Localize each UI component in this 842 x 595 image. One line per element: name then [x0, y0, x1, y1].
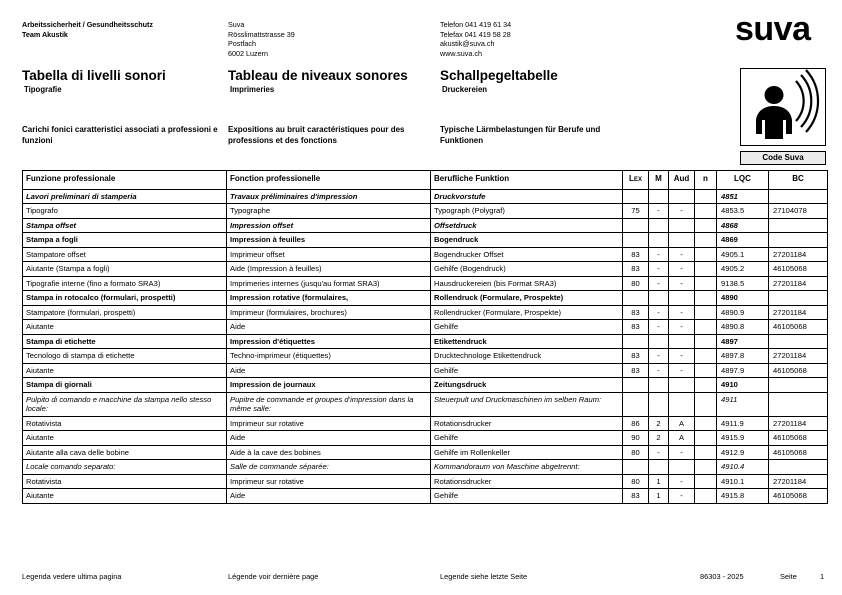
table-row	[23, 218, 828, 233]
cell-fr: Aide	[227, 489, 431, 504]
table-row	[23, 363, 828, 378]
title-block-german	[440, 68, 558, 95]
cell-lex	[623, 233, 649, 248]
cell-it: Lavori preliminari di stamperia	[23, 189, 227, 204]
cell-lqc: 4853.5	[717, 204, 769, 219]
cell-fr: Aide	[227, 363, 431, 378]
cell-aud	[669, 392, 695, 416]
cell-n	[695, 445, 717, 460]
cell-lex	[623, 334, 649, 349]
cell-aud	[669, 334, 695, 349]
cell-it: Tipografie interne (fino a formato SRA3)	[23, 276, 227, 291]
cell-lqc: 4897	[717, 334, 769, 349]
page-label: Seite	[780, 572, 797, 581]
cell-m: 2	[649, 431, 669, 446]
cell-fr: Impression à feuilles	[227, 233, 431, 248]
cell-it: Aiutante	[23, 489, 227, 504]
cell-m: 2	[649, 416, 669, 431]
cell-de: Rotationsdrucker	[431, 474, 623, 489]
cell-lqc: 4890	[717, 291, 769, 306]
sound-level-table	[22, 170, 828, 504]
col-header-lex	[623, 171, 649, 190]
cell-m	[649, 392, 669, 416]
department-line-1: Arbeitssicherheit / Gesundheitsschutz	[22, 20, 154, 29]
cell-fr: Imprimeur sur rotative	[227, 474, 431, 489]
col-header-bc: BC	[769, 171, 828, 190]
cell-m	[649, 233, 669, 248]
page-subtitle-fr: Imprimeries	[230, 85, 275, 94]
cell-bc: 46105068	[769, 431, 828, 446]
cell-de: Gehilfe	[431, 489, 623, 504]
cell-lqc: 4897.8	[717, 349, 769, 364]
table-row	[23, 305, 828, 320]
cell-lqc: 4910.1	[717, 474, 769, 489]
cell-lex	[623, 392, 649, 416]
cell-lqc: 4905.2	[717, 262, 769, 277]
telefax-line: Telefax 041 419 58 28	[440, 29, 511, 39]
cell-bc	[769, 233, 828, 248]
cell-it: Stampa in rotocalco (formulari, prospetti)	[23, 291, 227, 306]
cell-bc	[769, 291, 828, 306]
lex-subscript: EX	[633, 177, 642, 183]
cell-it: Aiutante (Stampa a fogli)	[23, 262, 227, 277]
table-row	[23, 189, 828, 204]
cell-it: Aiutante alla cava delle bobine	[23, 445, 227, 460]
table-row	[23, 204, 828, 219]
cell-n	[695, 416, 717, 431]
cell-fr: Impression d'étiquettes	[227, 334, 431, 349]
address-line-4: 6002 Luzern	[228, 48, 268, 58]
cell-aud: -	[669, 262, 695, 277]
cell-n	[695, 247, 717, 262]
code-suva-label: Code Suva	[740, 151, 826, 165]
cell-it: Stampatore offset	[23, 247, 227, 262]
title-block-italian	[22, 68, 166, 95]
cell-lqc: 4890.8	[717, 320, 769, 335]
cell-de: Zeitungsdruck	[431, 378, 623, 393]
cell-lex: 80	[623, 445, 649, 460]
page-header	[0, 0, 842, 60]
cell-n	[695, 334, 717, 349]
cell-aud: -	[669, 363, 695, 378]
cell-it: Tipografo	[23, 204, 227, 219]
address-block	[228, 20, 408, 58]
cell-lqc: 4897.9	[717, 363, 769, 378]
cell-aud: -	[669, 349, 695, 364]
legend-note-de: Legende siehe letzte Seite	[440, 572, 528, 581]
cell-aud: -	[669, 489, 695, 504]
table-row	[23, 291, 828, 306]
cell-aud: -	[669, 445, 695, 460]
cell-m: -	[649, 363, 669, 378]
col-header-lqc: LQC	[717, 171, 769, 190]
col-header-aud: Aud	[669, 171, 695, 190]
cell-m: -	[649, 276, 669, 291]
cell-aud: A	[669, 416, 695, 431]
cell-m	[649, 378, 669, 393]
cell-fr: Impression rotative (formulaires,	[227, 291, 431, 306]
cell-m	[649, 189, 669, 204]
cell-m: 1	[649, 489, 669, 504]
cell-fr: Pupitre de commande et groupes d'impression dans la même salle:	[227, 392, 431, 416]
table-row	[23, 392, 828, 416]
cell-lqc: 4911.9	[717, 416, 769, 431]
table-header-row	[23, 171, 828, 190]
cell-lqc: 4910	[717, 378, 769, 393]
table-row	[23, 320, 828, 335]
legend-note-it: Legenda vedere ultima pagina	[22, 572, 122, 581]
address-line-2: Rösslimattstrasse 39	[228, 29, 295, 39]
cell-aud	[669, 233, 695, 248]
table-row	[23, 474, 828, 489]
cell-de: Bogendrucker Offset	[431, 247, 623, 262]
suva-logo: suva	[735, 10, 811, 48]
cell-fr: Impression de journaux	[227, 378, 431, 393]
department-line-2: Team Akustik	[22, 29, 68, 39]
cell-it: Stampa a fogli	[23, 233, 227, 248]
cell-fr: Aide	[227, 431, 431, 446]
cell-lex: 83	[623, 349, 649, 364]
cell-lex: 83	[623, 320, 649, 335]
table-body	[23, 189, 828, 503]
telephone-line: Telefon 041 419 61 34	[440, 20, 512, 29]
cell-de: Bogendruck	[431, 233, 623, 248]
table-row	[23, 416, 828, 431]
cell-de: Gehilfe (Bogendruck)	[431, 262, 623, 277]
page-title-it: Tabella di livelli sonori	[22, 68, 166, 83]
cell-de: Rotationsdrucker	[431, 416, 623, 431]
cell-n	[695, 431, 717, 446]
cell-aud: -	[669, 320, 695, 335]
cell-fr: Aide	[227, 320, 431, 335]
cell-m	[649, 460, 669, 475]
cell-lex: 83	[623, 489, 649, 504]
cell-fr: Salle de commande séparée:	[227, 460, 431, 475]
cell-n	[695, 276, 717, 291]
cell-bc: 46105068	[769, 262, 828, 277]
cell-n	[695, 262, 717, 277]
cell-it: Pulpito di comando e macchine da stampa nello stesso locale:	[23, 392, 227, 416]
cell-bc: 27201184	[769, 276, 828, 291]
description-fr: Expositions au bruit caractéristiques pour des professions et des fonctions	[228, 125, 405, 145]
cell-n	[695, 378, 717, 393]
cell-lex: 90	[623, 431, 649, 446]
legend-note-fr: Légende voir dernière page	[228, 572, 319, 581]
table-row	[23, 431, 828, 446]
cell-de: Druckvorstufe	[431, 189, 623, 204]
cell-fr: Typographe	[227, 204, 431, 219]
cell-de: Gehilfe	[431, 363, 623, 378]
cell-lex	[623, 189, 649, 204]
address-line-1: Suva	[228, 20, 245, 29]
cell-it: Stampatore (formulari, prospetti)	[23, 305, 227, 320]
table-row	[23, 445, 828, 460]
cell-bc: 46105068	[769, 489, 828, 504]
cell-fr: Imprimeur offset	[227, 247, 431, 262]
cell-bc: 27201184	[769, 474, 828, 489]
cell-n	[695, 189, 717, 204]
cell-de: Etikettendruck	[431, 334, 623, 349]
cell-lqc: 4915.9	[717, 431, 769, 446]
cell-lex: 83	[623, 363, 649, 378]
page-subtitle-it: Tipografie	[24, 85, 62, 94]
cell-m: -	[649, 204, 669, 219]
department-block	[22, 20, 232, 39]
cell-it: Locale comando separato:	[23, 460, 227, 475]
page-number: 1	[820, 572, 825, 581]
cell-n	[695, 305, 717, 320]
table-row	[23, 334, 828, 349]
cell-m: -	[649, 320, 669, 335]
page-title-fr: Tableau de niveaux sonores	[228, 68, 408, 83]
cell-m: -	[649, 349, 669, 364]
cell-aud: A	[669, 431, 695, 446]
cell-lex: 83	[623, 247, 649, 262]
cell-bc	[769, 392, 828, 416]
cell-lex: 80	[623, 474, 649, 489]
cell-n	[695, 320, 717, 335]
cell-fr: Imprimeur sur rotative	[227, 416, 431, 431]
cell-lex: 83	[623, 262, 649, 277]
cell-m: 1	[649, 474, 669, 489]
cell-m: -	[649, 305, 669, 320]
cell-m	[649, 334, 669, 349]
cell-n	[695, 363, 717, 378]
cell-de: Steuerpult und Druckmaschinen im selben Raum:	[431, 392, 623, 416]
document-number: 86303 - 2025	[700, 572, 744, 581]
cell-m	[649, 291, 669, 306]
cell-lqc: 4890.9	[717, 305, 769, 320]
col-header-n: n	[695, 171, 717, 190]
cell-it: Stampa offset	[23, 218, 227, 233]
cell-aud: -	[669, 305, 695, 320]
cell-fr: Aide à la cave des bobines	[227, 445, 431, 460]
cell-it: Stampa di giornali	[23, 378, 227, 393]
cell-bc	[769, 189, 828, 204]
cell-it: Rotativista	[23, 416, 227, 431]
cell-bc: 27201184	[769, 416, 828, 431]
cell-n	[695, 489, 717, 504]
cell-de: Rollendruck (Formulare, Prospekte)	[431, 291, 623, 306]
cell-lqc: 4868	[717, 218, 769, 233]
address-line-3: Postfach	[228, 39, 256, 49]
cell-bc: 27201184	[769, 247, 828, 262]
cell-lex	[623, 378, 649, 393]
cell-m: -	[649, 262, 669, 277]
cell-aud	[669, 189, 695, 204]
cell-lex: 80	[623, 276, 649, 291]
table-row	[23, 349, 828, 364]
cell-n	[695, 233, 717, 248]
cell-lex: 86	[623, 416, 649, 431]
cell-lqc: 4911	[717, 392, 769, 416]
cell-lex	[623, 291, 649, 306]
cell-n	[695, 474, 717, 489]
cell-lqc: 4915.8	[717, 489, 769, 504]
title-block-french	[228, 68, 408, 95]
cell-fr: Imprimeur (formulaires, brochures)	[227, 305, 431, 320]
cell-it: Aiutante	[23, 431, 227, 446]
cell-m: -	[649, 445, 669, 460]
col-header-fr: Fonction professionelle	[227, 171, 431, 190]
contact-block	[440, 20, 640, 58]
cell-lqc: 9138.5	[717, 276, 769, 291]
cell-bc: 27104078	[769, 204, 828, 219]
cell-m	[649, 218, 669, 233]
cell-lex: 75	[623, 204, 649, 219]
cell-n	[695, 460, 717, 475]
person-with-sound-waves-icon	[741, 69, 825, 145]
cell-de: Offsetdruck	[431, 218, 623, 233]
cell-bc	[769, 218, 828, 233]
cell-it: Aiutante	[23, 320, 227, 335]
cell-lqc: 4869	[717, 233, 769, 248]
cell-de: Drucktechnologe Etikettendruck	[431, 349, 623, 364]
cell-fr: Imprimeries internes (jusqu'au format SRA3)	[227, 276, 431, 291]
cell-fr: Travaux préliminaires d'impression	[227, 189, 431, 204]
cell-bc	[769, 334, 828, 349]
cell-aud: -	[669, 204, 695, 219]
col-header-de: Berufliche Funktion	[431, 171, 623, 190]
cell-aud	[669, 218, 695, 233]
description-it: Carichi fonici caratteristici associati a professioni e funzioni	[22, 125, 218, 145]
cell-de: Hausdruckereien (bis Format SRA3)	[431, 276, 623, 291]
cell-bc: 46105068	[769, 320, 828, 335]
cell-lqc: 4851	[717, 189, 769, 204]
description-de: Typische Lärmbelastungen für Berufe und Funktionen	[440, 125, 601, 145]
cell-lex	[623, 460, 649, 475]
cell-bc: 27201184	[769, 305, 828, 320]
cell-de: Gehilfe im Rollenkeller	[431, 445, 623, 460]
cell-bc: 46105068	[769, 445, 828, 460]
table-row	[23, 276, 828, 291]
cell-bc	[769, 378, 828, 393]
cell-de: Typograph (Polygraf)	[431, 204, 623, 219]
cell-aud	[669, 378, 695, 393]
cell-de: Gehilfe	[431, 320, 623, 335]
cell-n	[695, 349, 717, 364]
cell-lex: 83	[623, 305, 649, 320]
cell-fr: Aide (Impression à feuilles)	[227, 262, 431, 277]
col-header-it: Funzione professionale	[23, 171, 227, 190]
cell-fr: Techno-imprimeur (étiquettes)	[227, 349, 431, 364]
cell-aud: -	[669, 247, 695, 262]
table-row	[23, 233, 828, 248]
table-header	[23, 171, 828, 190]
table-row	[23, 262, 828, 277]
cell-lqc: 4910.4	[717, 460, 769, 475]
table-row	[23, 378, 828, 393]
cell-it: Aiutante	[23, 363, 227, 378]
cell-aud: -	[669, 276, 695, 291]
lex-base: L	[629, 174, 634, 183]
cell-n	[695, 392, 717, 416]
cell-it: Tecnologo di stampa di etichette	[23, 349, 227, 364]
cell-aud	[669, 291, 695, 306]
cell-bc: 27201184	[769, 349, 828, 364]
table-row	[23, 460, 828, 475]
cell-bc: 46105068	[769, 363, 828, 378]
table-row	[23, 489, 828, 504]
cell-de: Kommandoraum von Maschine abgetrennt:	[431, 460, 623, 475]
cell-n	[695, 291, 717, 306]
cell-de: Gehilfe	[431, 431, 623, 446]
cell-aud	[669, 460, 695, 475]
table-row	[23, 247, 828, 262]
cell-aud: -	[669, 474, 695, 489]
cell-it: Rotativista	[23, 474, 227, 489]
cell-bc	[769, 460, 828, 475]
page-title-de: Schallpegeltabelle	[440, 68, 558, 83]
noise-pictogram-box	[740, 68, 826, 146]
cell-de: Rollendrucker (Formulare, Prospekte)	[431, 305, 623, 320]
cell-n	[695, 204, 717, 219]
cell-it: Stampa di etichette	[23, 334, 227, 349]
cell-lqc: 4912.9	[717, 445, 769, 460]
cell-n	[695, 218, 717, 233]
cell-fr: Impression offset	[227, 218, 431, 233]
cell-lex	[623, 218, 649, 233]
cell-lqc: 4905.1	[717, 247, 769, 262]
cell-m: -	[649, 247, 669, 262]
col-header-m: M	[649, 171, 669, 190]
email-line: akustik@suva.ch	[440, 39, 495, 49]
page-subtitle-de: Druckereien	[442, 85, 488, 94]
website-line: www.suva.ch	[440, 48, 482, 58]
